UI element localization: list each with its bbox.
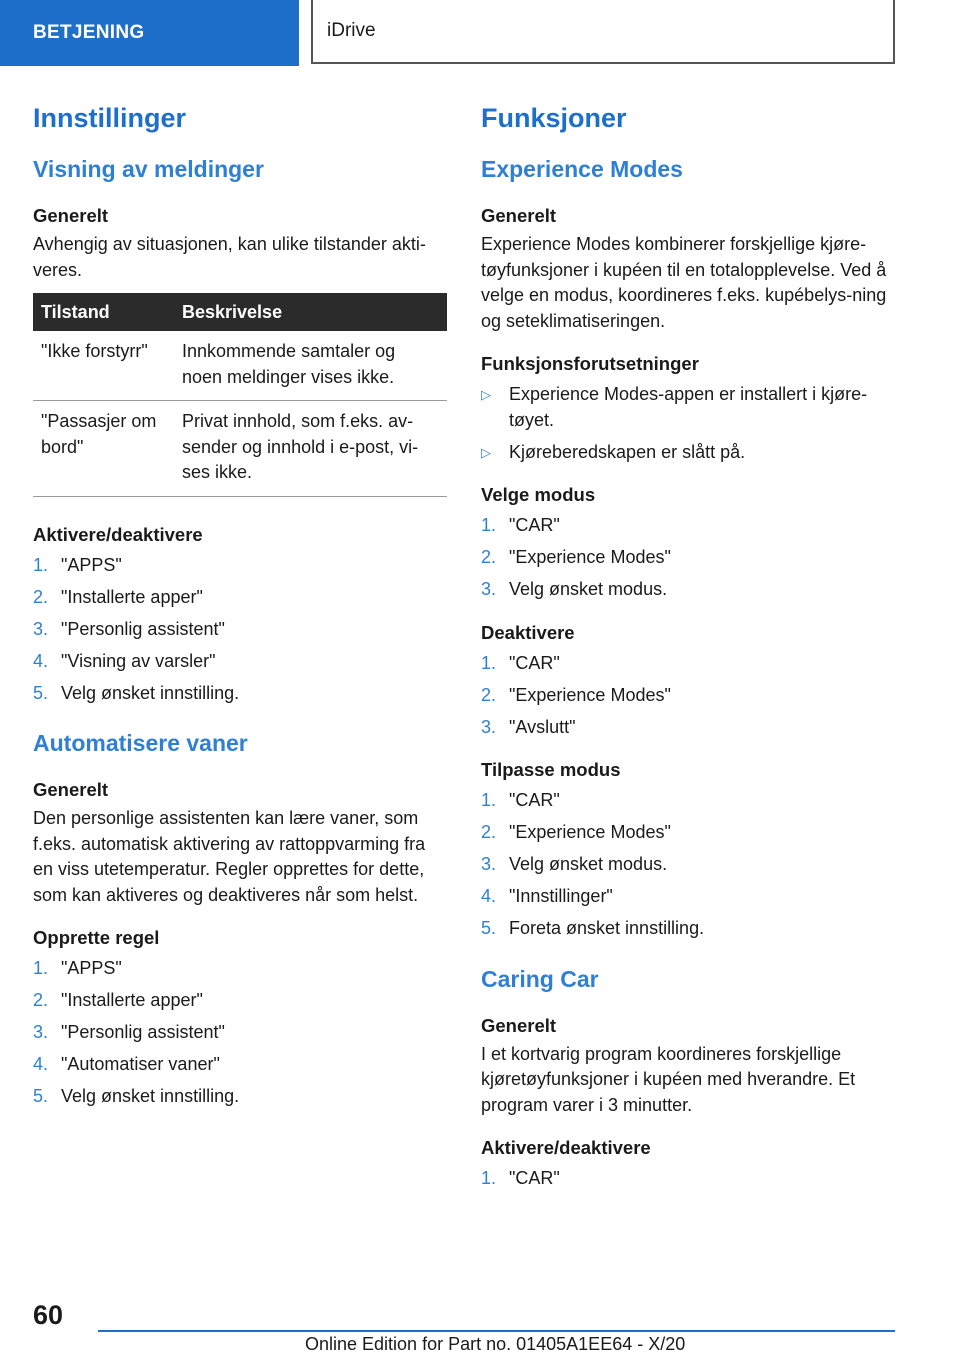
page-header <box>0 0 960 66</box>
requirements-heading: Funksjonsforutsetninger <box>481 353 699 374</box>
step-number: 2. <box>33 990 49 1010</box>
step-number: 1. <box>481 515 497 535</box>
adjust-mode-steps <box>481 788 895 942</box>
left-column <box>33 100 447 1116</box>
table-cell-description: Privat innhold, som f.eks. av-sender og innhold i e-post, vi-ses ikke. <box>174 401 447 497</box>
notification-states-table <box>33 293 447 497</box>
step-number: 3. <box>33 1022 49 1042</box>
settings-title: Innstillinger <box>33 103 187 133</box>
step-number: 1. <box>33 554 49 575</box>
step-text: "Experience Modes" <box>509 822 671 842</box>
requirements-list <box>481 382 895 465</box>
step-number: 3. <box>481 579 497 599</box>
deactivate-heading: Deaktivere <box>481 621 575 643</box>
step-number: 4. <box>481 886 497 906</box>
list-item <box>481 513 895 539</box>
list-item <box>33 553 447 579</box>
step-number: 3. <box>481 716 497 737</box>
caring-general-heading: Generelt <box>481 1014 557 1036</box>
table-header-state: Tilstand <box>33 293 174 331</box>
chapter-title: iDrive <box>311 0 895 64</box>
list-item <box>481 852 895 878</box>
list-item <box>481 916 895 942</box>
caring-toggle-heading: Aktivere/deaktivere <box>481 1137 651 1158</box>
table-header-description: Beskrivelse <box>174 293 447 331</box>
list-item <box>481 884 895 910</box>
table-cell-state: "Passasjer om bord" <box>33 401 174 497</box>
habits-heading: Automatisere vaner <box>33 730 248 756</box>
step-number: 1. <box>481 1168 497 1188</box>
footer-divider <box>98 1330 895 1332</box>
step-number: 5. <box>33 682 49 703</box>
step-text: "APPS" <box>61 958 122 978</box>
table-header-row <box>33 293 447 331</box>
create-rule-heading: Opprette regel <box>33 927 160 948</box>
list-item <box>481 1166 895 1192</box>
step-number: 2. <box>33 586 49 607</box>
list-item <box>481 820 895 846</box>
create-rule-steps <box>33 956 447 1110</box>
right-column <box>481 100 895 1198</box>
step-number: 5. <box>481 918 497 938</box>
step-number: 3. <box>481 854 497 874</box>
deactivate-steps <box>481 651 895 741</box>
step-text: Velg ønsket modus. <box>509 854 668 874</box>
select-mode-heading: Velge modus <box>481 484 596 505</box>
step-text: "Visning av varsler" <box>61 650 216 671</box>
step-number: 2. <box>481 822 497 842</box>
step-number: 1. <box>33 958 49 978</box>
footer-edition-text: Online Edition for Part no. 01405A1EE64 - X/20 <box>305 1334 686 1354</box>
table-row <box>33 401 447 497</box>
list-item <box>33 1052 447 1078</box>
step-number: 1. <box>481 652 497 673</box>
step-text: Velg ønsket innstilling. <box>61 1086 240 1106</box>
step-text: "CAR" <box>509 652 560 673</box>
bullet-text: Experience Modes-appen er installert i kjøre-tøyet. <box>509 384 868 430</box>
table-cell-state: "Ikke forstyrr" <box>33 331 174 401</box>
list-item <box>33 1020 447 1046</box>
step-text: "APPS" <box>61 554 122 575</box>
list-item <box>481 651 895 677</box>
step-number: 5. <box>33 1086 49 1106</box>
step-text: "CAR" <box>509 515 560 535</box>
list-item <box>481 382 895 433</box>
step-number: 4. <box>33 650 49 671</box>
step-number: 2. <box>481 684 497 705</box>
list-item <box>33 617 447 643</box>
step-text: Velg ønsket modus. <box>509 579 668 599</box>
select-mode-steps <box>481 513 895 603</box>
list-item <box>481 440 895 466</box>
step-text: "Innstillinger" <box>509 886 613 906</box>
list-item <box>33 585 447 611</box>
list-item <box>33 988 447 1014</box>
step-text: "Personlig assistent" <box>61 618 225 639</box>
notifications-toggle-steps <box>33 553 447 707</box>
list-item <box>481 683 895 709</box>
step-text: Foreta ønsket innstilling. <box>509 918 705 938</box>
step-number: 2. <box>481 547 497 567</box>
list-item <box>481 715 895 741</box>
list-item <box>33 681 447 707</box>
step-number: 3. <box>33 618 49 639</box>
list-item <box>33 956 447 982</box>
section-tab: BETJENING <box>0 0 299 66</box>
notifications-general-text: Avhengig av situasjonen, kan ulike tilstander akti-veres. <box>33 234 426 280</box>
experience-general-heading: Generelt <box>481 205 557 226</box>
list-item <box>33 1084 447 1110</box>
step-text: Velg ønsket innstilling. <box>61 682 240 703</box>
table-row <box>33 331 447 401</box>
step-text: "Personlig assistent" <box>61 1022 225 1042</box>
page-number: 60 <box>33 1300 64 1330</box>
triangle-bullet-icon: ▷ <box>481 444 491 460</box>
habits-general-text: Den personlige assistenten kan lære vaner, som f.eks. automatisk aktivering av rattoppvarming fra en viss utetemperatur. Regler opprettes for dette, som kan aktiveres og deaktiveres når som helst. <box>33 808 426 905</box>
functions-title: Funksjoner <box>481 103 627 133</box>
step-text: "Installerte apper" <box>61 990 203 1010</box>
habits-general-heading: Generelt <box>33 779 109 800</box>
step-number: 1. <box>481 790 497 810</box>
notifications-general-heading: Generelt <box>33 205 109 226</box>
bullet-text: Kjøreberedskapen er slått på. <box>509 441 746 462</box>
notifications-toggle-heading: Aktivere/deaktivere <box>33 523 203 545</box>
caring-car-heading: Caring Car <box>481 965 599 992</box>
caring-toggle-steps <box>481 1166 895 1192</box>
step-text: "Automatiser vaner" <box>61 1054 220 1074</box>
step-text: "Avslutt" <box>509 716 576 737</box>
step-text: "CAR" <box>509 790 560 810</box>
list-item <box>481 545 895 571</box>
experience-modes-heading: Experience Modes <box>481 156 683 182</box>
step-text: "Experience Modes" <box>509 547 671 567</box>
step-number: 4. <box>33 1054 49 1074</box>
table-cell-description: Innkommende samtaler og noen meldinger vises ikke. <box>174 331 447 401</box>
caring-general-text: I et kortvarig program koordineres forskjellige kjøretøyfunksjoner i kupéen med hverandre. Et program varer i 3 minutter. <box>481 1043 856 1115</box>
list-item <box>481 577 895 603</box>
step-text: "Installerte apper" <box>61 586 203 607</box>
list-item <box>481 788 895 814</box>
step-text: "CAR" <box>509 1168 560 1188</box>
notifications-heading: Visning av meldinger <box>33 156 264 182</box>
adjust-mode-heading: Tilpasse modus <box>481 759 621 780</box>
triangle-bullet-icon: ▷ <box>481 387 491 402</box>
list-item <box>33 649 447 675</box>
step-text: "Experience Modes" <box>509 684 671 705</box>
experience-general-text: Experience Modes kombinerer forskjellige kjøre-tøyfunksjoner i kupéen til en totalopplevelse. Ved å velge en modus, koordineres f.eks. kupébelys-ning og seteklimatiseringen. <box>481 234 887 331</box>
